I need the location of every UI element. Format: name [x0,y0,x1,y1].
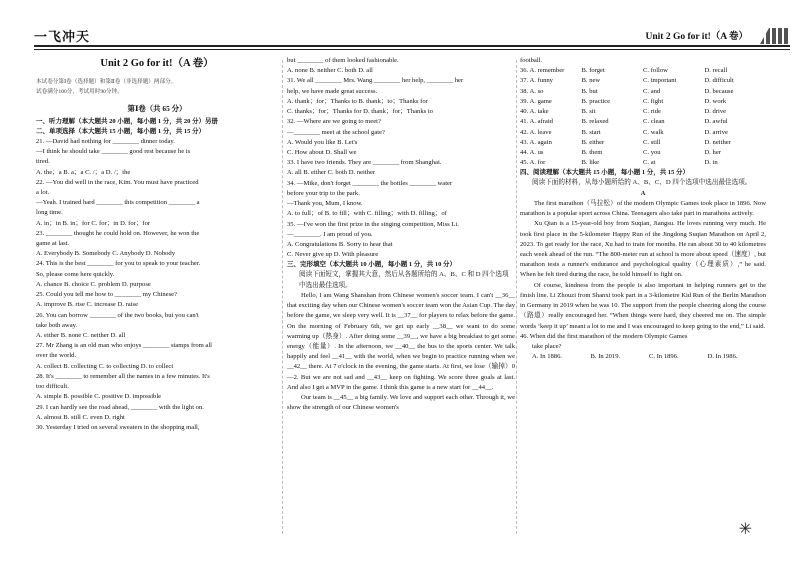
question-46: 46. When did the first marathon of the modern Olympic Games [520,332,688,340]
brand-logo: 一飞冲天 [34,30,91,45]
option[interactable]: 38. A. so [520,87,544,95]
question-list [36,137,278,433]
option[interactable]: C. and [643,87,661,95]
option-row [520,107,766,117]
text-line: A. chance B. choice C. problem D. purpose [36,280,151,288]
section-heading: 一、听力理解（本大题共 20 小题，每小题 1 分，共 20 分）另册 [36,117,218,125]
option[interactable]: D. recall [704,67,728,75]
option-row [520,66,766,76]
section-heading: 二、单项选择（本大题共 15 小题，每小题 1 分，共 15 分） [36,127,205,135]
page-title: Unit 2 Go for it!（A 卷） [100,58,214,69]
text-line: 25. Could you tell me how to ________ my Chinese? [36,291,178,299]
text-line: 23. ________ thought he could hold on. However, he won the [36,229,200,237]
option[interactable]: C. important [643,77,677,85]
text-line: 26. You can borrow ________ of the two books, but you can't [36,311,199,319]
option[interactable]: C. at [643,159,656,167]
text-line: —I think he should take ________ good rest because he is [36,148,191,156]
column-middle [287,56,515,414]
text-line: A. thank；for；Thanks to B. thank；to；Thanks for [287,97,428,105]
text-line: —Yeah. I trained hard ________ this competition ________ a [36,199,200,207]
option[interactable]: C. In 1896. [649,353,679,361]
section-intro: 阅读下面短文，掌握其大意，然后从各题所给的 A、B、C 和 D 四个选项中选出最佳选项。 [299,271,509,289]
header-rule [34,45,790,47]
option[interactable]: B. them [581,148,603,156]
option[interactable]: 36. A. remember [520,67,565,75]
option[interactable]: D. difficult [704,77,734,85]
option[interactable]: C. fight [643,97,664,105]
text-line: —________. I am proud of you. [287,230,373,238]
text-line: A. improve B. rise C. increase D. raise [36,301,138,309]
passage-end: football. [520,57,543,64]
reading-passage [520,199,766,332]
passage-label: A [640,189,646,197]
text-line: a lot. [36,188,50,196]
text-line: too difficult. [36,383,69,391]
instructions-line: 本试卷分第Ⅰ卷（选择题）和第Ⅱ卷（非选择题）两部分。 [36,79,177,86]
text-line: 24. This is the best ________ for you to speak to your teacher. [36,260,201,268]
instructions-line: 试卷满分100分，考试用时90分钟。 [36,88,123,95]
text-line: 31. We all ________ Mrs. Wang ________ her help, ________ her [287,77,464,85]
text-line: 21. —David had nothing for ________ dinner today. [36,137,175,145]
option[interactable]: B. but [581,87,598,95]
text-line: So, please come here quickly. [36,270,115,278]
column-right [520,56,766,362]
text-line: 27. Mr Zhang is an old man who enjoys ________ stamps from all [36,342,212,350]
section-heading: 三、完形填空（本大题共 10 小题，每小题 1 分，共 10 分） [287,261,456,269]
option-row [520,148,766,158]
option[interactable]: C. walk [643,128,664,136]
option[interactable]: D. In 1986. [707,353,738,361]
option-row [520,76,766,86]
text-line: A. the；a B. a；a C. /；a D. /；the [36,168,131,176]
option-row [520,138,766,148]
text-line: game at last. [36,240,70,248]
column-divider [282,60,283,534]
option[interactable]: B. like [581,159,600,167]
option[interactable]: 40. A. take [520,108,549,116]
text-line: before your trip to the park. [287,189,360,197]
option-row [520,158,766,168]
option[interactable]: B. start [581,128,601,136]
option[interactable]: C. still [643,138,661,146]
option-row [520,97,766,107]
text-line: C. Never give up D. With pleasure [287,251,379,259]
option[interactable]: D. in [704,159,718,167]
text-line: —Thank you, Mum, I know. [287,200,363,208]
decorative-grid-icon [760,28,790,44]
text-line: C. thanks；for；Thanks for D. thank；for；Thanks to [287,108,433,116]
option[interactable]: D. drive [704,108,727,116]
text-line: —________ meet at the school gate? [287,128,385,136]
text-line: take both away. [36,321,78,329]
option[interactable]: 43. A. again [520,138,552,146]
text-line: Hello, I am Wang Shanshan from Chinese women's soccer team. I can't __36__ that exciting day when our Chinese women's soccer team won the Asian Cup. The day before the game, we sleep very well. It is __37__ for players to relax before the game. On the morning of February 6th, we get up early __38__ we want to do some warming up（热身）. After doing some __39__, we have a big breakfast to get some energy（能量）. In the afternoon, we __40__ the bus to the sports center. We talk happily and feel __41__ with the world, when we begin to practice running when we __42__ there. At 7 o'clock in the evening, the game starts. At first, we lose（输掉）0—2. But we are not sad and __43__ keep on fighting. We score three goals at last. And also I get a MVP in the game. I think this game is a new start for __44__. [287,291,515,391]
section-intro: 阅读下面的材料，从每小题所给的 A、B、C、D 四个选项中选出最佳选项。 [532,179,752,187]
option[interactable]: 42. A. leave [520,128,552,136]
option[interactable]: B. relaxed [581,118,609,126]
option[interactable]: 45. A. for [520,159,546,167]
column-divider [516,60,517,534]
option[interactable]: B. In 2019. [590,353,621,361]
column-left [36,56,278,433]
option[interactable]: D. her [704,148,721,156]
option[interactable]: B. new [581,77,601,85]
text-line: 35. —I've won the first prize in the singing competition, Miss Li. [287,220,459,228]
text-line: A. Everybody B. Somebody C. Anybody D. Nobody [36,250,176,258]
text-line: 33. I have two friends. They are ________ from Shanghai. [287,159,442,167]
option[interactable]: D. work [704,97,727,105]
text-line: A. either B. none C. neither D. all [36,332,126,340]
question-46-cont: take place? [532,342,562,350]
part-title: 第Ⅰ卷（共 65 分） [127,104,187,114]
question-list [287,56,515,260]
header-bar [34,28,790,44]
text-line: A. none B. neither C. both D. all [287,67,373,75]
text-line: 30. Yesterday I tried on several sweaters in the shopping mall, [36,423,200,431]
text-line: tired. [36,158,50,166]
cloze-options [520,66,766,168]
header-rule-thin [34,49,790,50]
option[interactable]: C. clean [643,118,665,126]
text-line: A. Congratulations B. Sorry to hear that [287,240,393,248]
option[interactable]: D. awful [704,118,728,126]
option[interactable]: A. In 1886. [532,353,563,361]
text-line: C. How about D. Shall we [287,148,357,156]
text-line: Of course, kindness from the people is also important in helping runners get to the finish line. Li Zhouzi from Shanxi took part in a 3-kilometre Kid Run of the Berlin Marathon in Germany in 2019 when he was 10. The support from the people cheering along the course（路道）really encouraged her. “When things were hard, they cheered me on. The simple words ‘keep it up’ meant a lot to me and I was encouraged to keep going to the end,” Li said. [520,281,766,330]
text-line: 32. —Where are we going to meet? [287,118,381,126]
option[interactable]: D. because [704,87,734,95]
option[interactable]: 44. A. us [520,148,544,156]
option[interactable]: 39. A. game [520,97,552,105]
option[interactable]: D. arrive [704,128,728,136]
option[interactable]: C. ride [643,108,661,116]
option-row [520,87,766,97]
option[interactable]: B. sit [581,108,596,116]
decorative-star-icon: ✳ [738,519,752,539]
option[interactable]: B. either [581,138,605,146]
option[interactable]: C. you [643,148,661,156]
text-line: A. all B. either C. both D. neither [287,169,376,177]
text-line: A. collect B. collecting C. to collecting D. to collect [36,362,174,370]
option[interactable]: C. follow [643,67,668,75]
text-line: 28. It's ________ to remember all the names in a few minutes. It's [36,372,210,380]
option[interactable]: D. neither [704,138,731,146]
text-line: 22. —You did well in the race, Kim. You must have practiced [36,178,199,186]
option[interactable]: B. practice [581,97,611,105]
option-row [520,128,766,138]
text-line: A. simple B. possible C. positive D. impossible [36,393,162,401]
text-line: 34. —Mike, don't forget ________ the bottles ________ water [287,179,453,187]
text-line: A. to full；of B. to fill；with C. filling；with D. filling；of [287,210,447,218]
question-46-options [520,352,766,362]
option[interactable]: 41. A. afraid [520,118,553,126]
text-line: Xu Qian is a 15-year-old boy from Suqian, Jiangsu. He loves running very much. He took first place in the 5-kilometer Happy Run of the Jingdong Suqian Marathon on April 2, 2023. To get ready for the race, Xu had to train for months. He ran about 30 to 40 kilometres each week ahead of the run. “The 800-meter run at school is more about speed（速度）, but marathon tests a runner's endurance and psychological quality（心理素质）,” he said. When he felt tired during the race, he told himself to fight on. [520,220,766,279]
unit-heading: Unit 2 Go for it!（A 卷） [645,32,748,42]
section-heading: 四、阅读理解（本大题共 15 小题，每小题 1 分，共 15 分） [520,169,689,177]
text-line: help, we have made great success. [287,87,378,95]
text-line: over the world. [36,352,77,360]
text-line: A. almost B. still C. even D. right [36,413,125,421]
text-line: 29. I can hardly see the road ahead, ________ with the light on. [36,403,204,411]
text-line: Our team is __45__ a big family. We love and support each other. Through it, we show the strength of our Chinese women's [287,394,515,412]
text-line: A. in；in B. in；for C. for；in D. for；for [36,219,151,227]
text-line: but ________ of them looked fashionable. [287,57,399,64]
option[interactable]: B. forget [581,67,605,75]
cloze-passage [287,291,515,414]
text-line: long time. [36,209,63,217]
text-line: A. Would you like B. Let's [287,138,358,146]
option-row [520,117,766,127]
option[interactable]: 37. A. funny [520,77,553,85]
text-line: The first marathon（马拉松）of the modern Olympic Games took place in 1896. Now marathon is a popular sport across China. Teenagers also take part in marathons actively. [520,199,766,218]
